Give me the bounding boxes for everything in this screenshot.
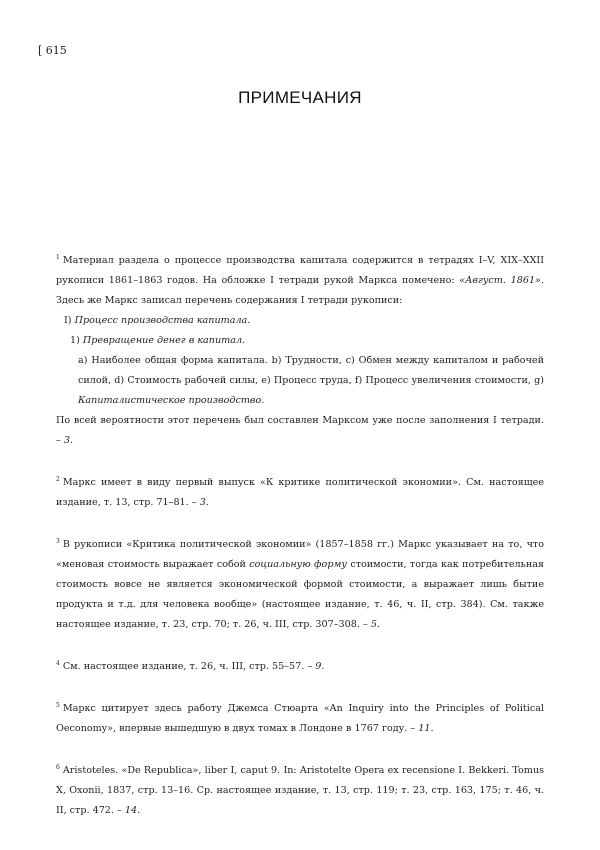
page-number: [ 615: [38, 44, 67, 57]
footnote-marker: 4: [56, 660, 60, 667]
footnote-marker: 2: [56, 476, 60, 483]
italic-term: социальную форму: [249, 559, 347, 570]
outline-item-2: 1) Превращение денег в капитал.: [70, 335, 246, 346]
page-reference: 5: [370, 619, 377, 630]
outline-item-1: I) Процесс производства капитала.: [64, 315, 251, 326]
page-reference: 3: [199, 497, 206, 508]
page-reference: 14: [124, 805, 138, 816]
note-5: $^5$ Маркс цитирует здесь работу Джемса Стюарта «An Inquiry into the Principles of Political Oeconomy», впервые вышедшую в двух томах в Лондоне в 1767 году. – 11.: [56, 702, 544, 734]
page-title: ПРИМЕЧАНИЯ: [238, 88, 362, 107]
page-reference: 3: [63, 435, 70, 446]
note-1: [56, 248, 544, 451]
footnote-marker: 1: [56, 254, 60, 261]
note-3: $^3$ В рукописи «Критика политической экономии» (1857–1858 гг.) Маркс указывает на то, что «меновая стоимость выражает собой социальную форму стоимости, тогда как потребительная стоимость вовсе не является экономической формой стоимости, а выражает лишь бытие продукта и т.д. для человека вообще» (настоящее издание, т. 46, ч. II, стр. 384). См. также настоящее издание, т. 23, стр. 70; т. 26, ч. III, стр. 307–308. – 5.: [56, 538, 544, 630]
footnote-marker: 6: [56, 764, 60, 771]
note-1-closing: По всей вероятности этот перечень был составлен Марксом уже после заполнения I тетради. – 3.: [56, 415, 544, 446]
page-reference: 11: [418, 723, 431, 734]
footnote-marker: 5: [56, 702, 60, 709]
notes-section: [56, 248, 544, 840]
note-1-body: $^1$ Материал раздела о процессе производства капитала содержится в тетрадях I–V, XIX–XXII рукописи 1861–1863 годов. На обложке I тетради рукой Маркса помечено: «Август. 1861». Здесь же Маркс записал перечень содержания I тетради рукописи:: [56, 254, 544, 306]
note-6: $^6$ Aristoteles. «De Republica», liber I, caput 9. In: Aristotelte Opera ex recensione I. Bekkeri. Tomus X, Oxonii, 1837, стр. 13–16. Ср. настоящее издание, т. 13, стр. 119; т. 23, стр. 163, 175; т. 46, ч. II, стр. 472. – 14.: [56, 764, 544, 816]
italic-quote: «Август. 1861»: [459, 275, 541, 286]
page-reference: 9: [315, 661, 322, 672]
outline-item-3: a) Наиболее общая форма капитала. b) Трудности, c) Обмен между капиталом и рабочей силой, d) Стоимость рабочей силы, e) Процесс труда, f) Процесс увеличения стоимости, g) Капиталистическое производство.: [78, 355, 544, 406]
note-4: $^4$ См. настоящее издание, т. 26, ч. III, стр. 55–57. – 9.: [56, 660, 325, 672]
note-2: $^2$ Маркс имеет в виду первый выпуск «К критике политической экономии». См. настоящее издание, т. 13, стр. 71–81. – 3.: [56, 476, 544, 508]
footnote-marker: 3: [56, 538, 60, 545]
